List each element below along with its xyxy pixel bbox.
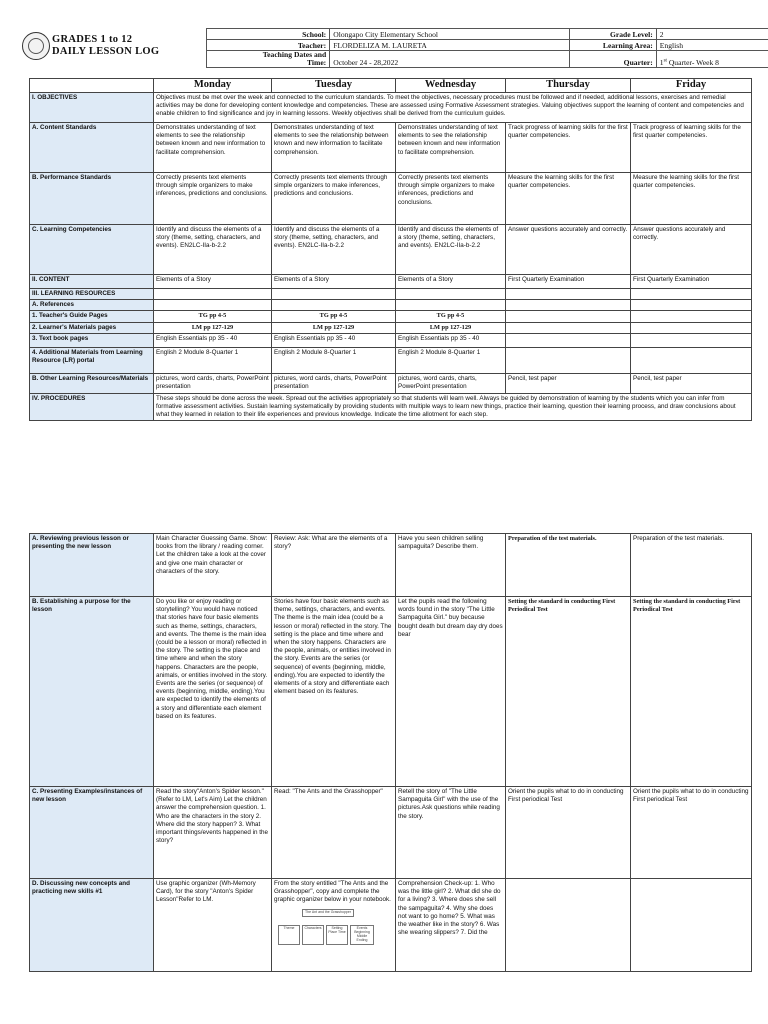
presenting-examples-tuesday: Read: "The Ants and the Grasshopper" bbox=[272, 787, 396, 879]
lm-pages-tuesday: LM pp 127-129 bbox=[272, 322, 396, 333]
discussing-concepts-label: D. Discussing new concepts and practicing new skills #1 bbox=[30, 879, 154, 972]
learners-materials-label: 2. Learner's Materials pages bbox=[30, 322, 154, 333]
corner-cell bbox=[30, 79, 154, 93]
tg-pages-monday: TG pp 4-5 bbox=[154, 311, 272, 322]
day-header-thursday: Thursday bbox=[506, 79, 631, 93]
dates-label bbox=[207, 51, 330, 68]
school-value: Olongapo City Elementary School bbox=[330, 29, 569, 40]
competencies-monday: Identify and discuss the elements of a story (theme, setting, characters, and events). EN2LC-IIa-b-2.2 bbox=[154, 225, 272, 275]
day-header-wednesday: Wednesday bbox=[396, 79, 506, 93]
day-header-friday: Friday bbox=[631, 79, 752, 93]
performance-standards-thursday: Measure the learning skills for the first quarter competencies. bbox=[506, 173, 631, 225]
organizer-box-theme: Theme bbox=[278, 925, 300, 945]
other-resources-friday: Pencil, test paper bbox=[631, 373, 752, 393]
title-line-1: GRADES 1 to 12 bbox=[52, 34, 133, 45]
header-info-table bbox=[206, 28, 768, 68]
quarter-suffix: st bbox=[663, 58, 667, 64]
content-standards-friday: Track progress of learning skills for the first quarter competencies. bbox=[631, 123, 752, 173]
discussing-concepts-wednesday: Comprehension Check-up: 1. Who was the little girl? 2. What did she do for a living? 3. Where does she sell the sampaguita? 4. Why she does not want to go home? 5. What was the weather like in the story? 6. Was she wearing slippers? 7. Did the bbox=[396, 879, 506, 972]
organizer-box-setting: Setting Place Time bbox=[326, 925, 348, 945]
content-standards-monday: Demonstrates understanding of text elements to see the relationship between known and new information to facilitate comprehension. bbox=[154, 123, 272, 173]
other-resources-wednesday: pictures, word cards, charts, PowerPoint presentation bbox=[396, 373, 506, 393]
textbook-pages-wednesday: English Essentials pp 35 - 40 bbox=[396, 333, 506, 347]
organizer-box-events: Events Beginning Middle Ending bbox=[350, 925, 374, 945]
references-label: A. References bbox=[30, 300, 154, 311]
discussing-concepts-tuesday-text: From the story entitled "The Ants and the Grasshopper", copy and complete the graphic organizer below in your notebook. bbox=[274, 880, 391, 904]
performance-standards-monday: Correctly presents text elements through simple organizers to make inferences, predictions and conclusions. bbox=[154, 173, 272, 225]
lesson-log-table-1 bbox=[29, 78, 752, 421]
other-resources-label: B. Other Learning Resources/Materials bbox=[30, 373, 154, 393]
content-label: II. CONTENT bbox=[30, 275, 154, 289]
tg-pages-wednesday: TG pp 4-5 bbox=[396, 311, 506, 322]
quarter-label: Quarter: bbox=[569, 51, 656, 68]
additional-materials-monday: English 2 Module 8-Quarter 1 bbox=[154, 347, 272, 373]
procedures-label: IV. PROCEDURES bbox=[30, 393, 154, 421]
competencies-wednesday: Identify and discuss the elements of a story (theme, setting, characters, and events). EN2LC-IIa-b-2.2 bbox=[396, 225, 506, 275]
teachers-guide-label: 1. Teacher's Guide Pages bbox=[30, 311, 154, 322]
quarter-value bbox=[656, 51, 768, 68]
reviewing-tuesday: Review: Ask: What are the elements of a story? bbox=[272, 534, 396, 597]
reviewing-monday: Main Character Guessing Game. Show: books from the library / reading corner. Let the children take a look at the cover and give one main character or characters of the story. bbox=[154, 534, 272, 597]
establishing-purpose-thursday: Setting the standard in conducting First Periodical Test bbox=[506, 597, 631, 787]
day-header-tuesday: Tuesday bbox=[272, 79, 396, 93]
learning-resources-label: III. LEARNING RESOURCES bbox=[30, 289, 154, 300]
grade-value: 2 bbox=[656, 29, 768, 40]
teacher-label: Teacher: bbox=[207, 40, 330, 51]
establishing-purpose-monday: Do you like or enjoy reading or storytelling? You would have noticed that stories have four basic elements such as theme, settings, characters, and events. The theme is the main idea (could be a lesson or moral) reflected in the story. The setting is the place and time where and when the story happens. Characters are the people, animals, or entities involved in the story. Events are the series (or sequence) of events (beginning, middle, ending).You are expected to identify the elements of a story and differentiate each element based on its features. bbox=[154, 597, 272, 787]
textbook-pages-tuesday: English Essentials pp 35 - 40 bbox=[272, 333, 396, 347]
content-standards-wednesday: Demonstrates understanding of text elements to see the relationship between known and new information to facilitate comprehension. bbox=[396, 123, 506, 173]
title-line-2: DAILY LESSON LOG bbox=[52, 46, 160, 57]
discussing-concepts-monday: Use graphic organizer (Wh-Memory Card), for the story "Anton's Spider Lesson"Refer to LM. bbox=[154, 879, 272, 972]
grade-label: Grade Level: bbox=[569, 29, 656, 40]
lm-pages-wednesday: LM pp 127-129 bbox=[396, 322, 506, 333]
competencies-friday: Answer questions accurately and correctly. bbox=[631, 225, 752, 275]
content-tuesday: Elements of a Story bbox=[272, 275, 396, 289]
content-standards-tuesday: Demonstrates understanding of text elements to see the relationship between known and new information to facilitate comprehension. bbox=[272, 123, 396, 173]
content-standards-thursday: Track progress of learning skills for the first quarter competencies. bbox=[506, 123, 631, 173]
discussing-concepts-tuesday bbox=[272, 879, 396, 972]
content-friday: First Quarterly Examination bbox=[631, 275, 752, 289]
procedures-note: These steps should be done across the week. Spread out the activities appropriately so that students will learn well. Always be guided by demonstration of learning by the students which you can infer from formative assessment activities. Sustain learning systematically by providing students with multiple ways to learn new things, practice their learning, question their learning process, and draw conclusions about what they learned in relation to their life experiences and previous knowledge. Indicate the time allotment for each step. bbox=[154, 393, 752, 421]
organizer-box-characters: Characters bbox=[302, 925, 324, 945]
graphic-organizer bbox=[278, 909, 374, 949]
reviewing-wednesday: Have you seen children selling sampaguita? Describe them. bbox=[396, 534, 506, 597]
establishing-purpose-friday: Setting the standard in conducting First Periodical Test bbox=[631, 597, 752, 787]
dates-value: October 24 - 28,2022 bbox=[330, 51, 569, 68]
textbook-pages-monday: English Essentials pp 35 - 40 bbox=[154, 333, 272, 347]
establishing-purpose-wednesday: Let the pupils read the following words found in the story "The Little Sampaguita Girl." buy because bought death but dream day dry does bear bbox=[396, 597, 506, 787]
day-header-monday: Monday bbox=[154, 79, 272, 93]
other-resources-tuesday: pictures, word cards, charts, PowerPoint presentation bbox=[272, 373, 396, 393]
tg-pages-tuesday: TG pp 4-5 bbox=[272, 311, 396, 322]
area-label: Learning Area: bbox=[569, 40, 656, 51]
lm-pages-monday: LM pp 127-129 bbox=[154, 322, 272, 333]
additional-materials-tuesday: English 2 Module 8-Quarter 1 bbox=[272, 347, 396, 373]
discussing-concepts-thursday bbox=[506, 879, 631, 972]
performance-standards-label: B. Performance Standards bbox=[30, 173, 154, 225]
document-title bbox=[52, 34, 202, 58]
objectives-label: I. OBJECTIVES bbox=[30, 93, 154, 123]
content-standards-label: A. Content Standards bbox=[30, 123, 154, 173]
performance-standards-wednesday: Correctly presents text elements through simple organizers to make inferences, predictions and conclusions. bbox=[396, 173, 506, 225]
other-resources-thursday: Pencil, test paper bbox=[506, 373, 631, 393]
deped-seal-icon bbox=[22, 32, 50, 60]
reviewing-friday: Preparation of the test materials. bbox=[631, 534, 752, 597]
objectives-note: Objectives must be met over the week and connected to the curriculum standards. To meet the objectives, necessary procedures must be followed and if needed, additional lessons, exercises and remedial activities may be done for developing content knowledge and competencies. These are assessed using Formative Assessment strategies. Valuing objectives support the learning of content and competencies and enable children to find significance and joy in learning lessons. Weekly objectives shall be derived from the curriculum guides. bbox=[154, 93, 752, 123]
quarter-text: Quarter- Week 8 bbox=[666, 58, 719, 67]
presenting-examples-wednesday: Retell the story of "The Little Sampaguita Girl" with the use of the pictures.Ask questions while reading the story. bbox=[396, 787, 506, 879]
establishing-purpose-tuesday: Stories have four basic elements such as theme, settings, characters, and events. The theme is the main idea (could be a lesson or moral) reflected in the story. The setting is the place and time where and when the story happens. Characters are the people, animals, or entities involved in the story. Events are the series (or sequence) of events (beginning, middle, ending).You are expected to identify the elements of a story and differentiate each element based on its features. bbox=[272, 597, 396, 787]
presenting-examples-monday: Read the story"Anton's Spider lesson." (Refer to LM, Let's Aim) Let the children answer the comprehension question. 1. Who are the characters in the story 2. Where did the story happen? 3. What important things/events happened in the story? bbox=[154, 787, 272, 879]
competencies-tuesday: Identify and discuss the elements of a story (theme, setting, characters, and events). EN2LC-IIa-b-2.2 bbox=[272, 225, 396, 275]
document-header bbox=[18, 28, 752, 72]
performance-standards-tuesday: Correctly presents text elements through simple organizers to make inferences, predictions and conclusions. bbox=[272, 173, 396, 225]
content-wednesday: Elements of a Story bbox=[396, 275, 506, 289]
competencies-thursday: Answer questions accurately and correctly. bbox=[506, 225, 631, 275]
additional-materials-wednesday: English 2 Module 8-Quarter 1 bbox=[396, 347, 506, 373]
discussing-concepts-friday bbox=[631, 879, 752, 972]
competencies-label: C. Learning Competencies bbox=[30, 225, 154, 275]
quarter-number: 1 bbox=[659, 58, 664, 67]
other-resources-monday: pictures, word cards, charts, PowerPoint presentation bbox=[154, 373, 272, 393]
content-monday: Elements of a Story bbox=[154, 275, 272, 289]
performance-standards-friday: Measure the learning skills for the first quarter competencies. bbox=[631, 173, 752, 225]
reviewing-thursday: Preparation of the test materials. bbox=[506, 534, 631, 597]
reviewing-label: A. Reviewing previous lesson or presenting the new lesson bbox=[30, 534, 154, 597]
dates-label-1: Teaching Dates and bbox=[262, 50, 327, 59]
presenting-examples-friday: Orient the pupils what to do in conducting First periodical Test bbox=[631, 787, 752, 879]
presenting-examples-thursday: Orient the pupils what to do in conducting First periodical Test bbox=[506, 787, 631, 879]
school-label: School: bbox=[207, 29, 330, 40]
textbook-pages-label: 3. Text book pages bbox=[30, 333, 154, 347]
organizer-title: The Ant and the Grasshopper bbox=[302, 909, 354, 917]
lesson-log-table-2 bbox=[29, 533, 752, 972]
area-value: English bbox=[656, 40, 768, 51]
establishing-purpose-label: B. Establishing a purpose for the lesson bbox=[30, 597, 154, 787]
additional-materials-label: 4. Additional Materials from Learning Resource (LR) portal bbox=[30, 347, 154, 373]
presenting-examples-label: C. Presenting Examples/instances of new lesson bbox=[30, 787, 154, 879]
content-thursday: First Quarterly Examination bbox=[506, 275, 631, 289]
teacher-value: FLORDELIZA M. LAURETA bbox=[330, 40, 569, 51]
dates-label-2: Time: bbox=[306, 58, 327, 67]
